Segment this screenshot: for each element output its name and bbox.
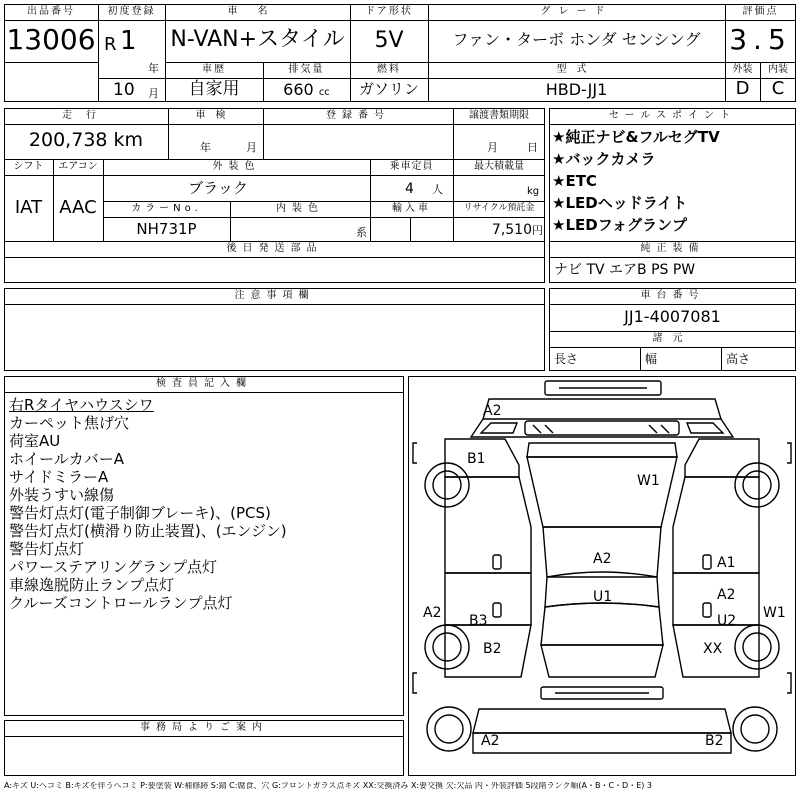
transfer-label: 譲渡書類期限: [469, 110, 529, 121]
mark-roof: W1: [637, 473, 660, 489]
displacement-label: 排気量: [288, 64, 325, 75]
fuel-label: 燃料: [377, 64, 401, 75]
inspector-line-10: パワーステアリングランプ点灯: [9, 558, 218, 576]
grade-label: グレード: [540, 6, 613, 17]
chassis-value: JJ1-4007081: [624, 307, 721, 326]
inspector-notes: [9, 396, 401, 612]
exterior-color: ブラック: [188, 179, 248, 197]
model-label: 型式: [556, 64, 597, 75]
score: 3.5: [729, 23, 792, 56]
reg-month-unit: 月: [148, 87, 159, 100]
import-label: 輸入車: [392, 203, 431, 214]
later-parts-label: 後日発送部品: [226, 243, 323, 254]
reg-year-unit: 年: [148, 62, 159, 75]
recycle-label: リサイクル預託金: [463, 203, 535, 213]
car-name-label: 車名: [227, 6, 288, 17]
ac: AAC: [59, 197, 97, 218]
lot-no-label: 出品番号: [27, 6, 75, 17]
model: HBD-JJ1: [545, 80, 608, 99]
mark-side-right: W1: [763, 605, 786, 621]
sales-point-4: ★LEDヘッドライト: [552, 194, 688, 212]
max-load-unit: kg: [527, 186, 540, 197]
reg-year: 1: [120, 26, 137, 56]
capacity: 4: [405, 181, 414, 197]
mileage: [4, 131, 168, 150]
color-no-label: カラーNo.: [131, 203, 202, 214]
exterior-color-label: 外装色: [212, 161, 261, 172]
inspection-year-unit: 年: [200, 141, 211, 154]
office-label: 事務局よりご案内: [140, 722, 268, 733]
first-reg-label: 初度登録: [107, 6, 156, 17]
capacity-unit: 人: [432, 183, 443, 196]
color-no: NH731P: [136, 220, 197, 238]
int-grade-label: 内装: [768, 64, 788, 75]
sales-point-5: ★LEDフォグランプ: [552, 216, 687, 234]
max-load-label: 最大積載量: [474, 161, 524, 172]
int-grade: C: [771, 78, 785, 99]
reg-month: 10: [113, 80, 135, 100]
inspector-line-1: 右Rタイヤハウスシワ: [9, 396, 154, 414]
recycle-value: 7,510: [491, 222, 532, 238]
mark-hood: A2: [593, 551, 612, 567]
inspector-line-9: 警告灯点灯: [9, 540, 85, 558]
displacement: [263, 82, 350, 98]
history-label: 車歴: [202, 64, 226, 75]
mark-rear-left: B2: [483, 641, 502, 657]
mileage-value: 200,738: [28, 129, 108, 151]
transfer-month-unit: 月: [487, 141, 498, 154]
inspector-line-2: カーペット焦げ穴: [9, 414, 130, 432]
mark-rear-right: XX: [703, 641, 723, 657]
car-diagram-svg: [409, 377, 795, 775]
mark-bottom-left: A2: [481, 733, 500, 749]
shift: IAT: [14, 197, 43, 218]
sales-point-1: ★純正ナビ&フルセグTV: [552, 128, 720, 146]
height-label: 高さ: [726, 352, 751, 366]
ext-grade-label: 外装: [732, 64, 753, 75]
width-label: 幅: [645, 352, 658, 366]
lot-no: 13006: [6, 23, 96, 56]
recycle-unit: 円: [532, 224, 543, 237]
interior-color-label: 内装色: [276, 203, 324, 214]
inspector-line-6: 外装うすい線傷: [9, 486, 115, 504]
capacity-label: 乗車定員: [389, 161, 434, 172]
mark-right-rear-panel: U2: [717, 613, 737, 629]
length-label: 長さ: [554, 352, 579, 366]
chassis-label: 車台番号: [640, 290, 705, 301]
era: R: [104, 34, 117, 55]
mark-side-left: A2: [423, 605, 442, 621]
inspector-line-4: ホイールカバーA: [9, 450, 124, 468]
car-diagram: [408, 376, 796, 776]
inspector-label: 検査員記入欄: [156, 378, 252, 389]
sales-point-3: ★ETC: [552, 172, 597, 190]
sales-point-2: ★バックカメラ: [552, 150, 656, 168]
displacement-value: 660: [283, 80, 314, 99]
mark-front-left: A2: [483, 403, 502, 419]
doors-label: ドア形状: [365, 6, 413, 17]
doors: 5V: [374, 28, 404, 53]
inspection-month-unit: 月: [246, 141, 257, 154]
mileage-unit: km: [113, 129, 144, 151]
mileage-label: 走行: [62, 110, 110, 121]
transfer-day-unit: 日: [527, 141, 538, 154]
score-label: 評価点: [742, 6, 779, 17]
mark-door-left-rear: B3: [469, 613, 488, 629]
history: 自家用: [188, 79, 240, 99]
interior-color-unit: 系: [356, 226, 367, 239]
genuine-value: ナビ TV エアB PS PW: [554, 262, 696, 278]
displacement-unit: cc: [318, 87, 330, 98]
sales-points-label: セールスポイント: [608, 110, 737, 121]
ext-grade: D: [735, 78, 750, 99]
shift-label: シフト: [13, 161, 44, 172]
grade: ファン・ターボ ホンダ センシング: [452, 30, 701, 49]
spec-label: 諸元: [652, 333, 693, 344]
notes-label: 注意事項欄: [234, 290, 315, 301]
inspector-line-12: クルーズコントロールランプ点灯: [9, 594, 233, 612]
inspector-line-7: 警告灯点灯(電子制御ブレーキ)、(PCS): [9, 504, 271, 522]
inspector-line-11: 車線逸脱防止ランプ点灯: [9, 576, 175, 594]
mark-door-right-front: A1: [717, 555, 736, 571]
mark-fender-left: B1: [467, 451, 486, 467]
fuel: ガソリン: [358, 80, 419, 98]
inspector-line-5: サイドミラーA: [9, 468, 109, 486]
footer-legend: A:キズ U:ヘコミ B:キズを伴うヘコミ P:要塗装 W:補修跡 S:錆 C:腐食、穴 G:フロントガラス点キズ XX:交換済み X:要交換 欠:欠品 内・外装評価 5段階ランク順(A・B・C・D・E) 3: [4, 782, 653, 790]
inspector-line-3: 荷室AU: [9, 432, 61, 450]
inspector-line-8: 警告灯点灯(横滑り防止装置)、(エンジン): [9, 522, 287, 540]
mark-door-right-rear: A2: [717, 587, 736, 603]
recycle: [453, 223, 543, 237]
car-name: N-VAN+スタイル: [170, 27, 345, 52]
ac-label: エアコン: [58, 161, 98, 172]
inspection-label: 車検: [195, 110, 236, 121]
mark-cabin: U1: [593, 589, 613, 605]
mark-bottom-right: B2: [705, 733, 724, 749]
reg-no-label: 登録番号: [326, 110, 390, 121]
genuine-label: 純正装備: [640, 243, 705, 254]
